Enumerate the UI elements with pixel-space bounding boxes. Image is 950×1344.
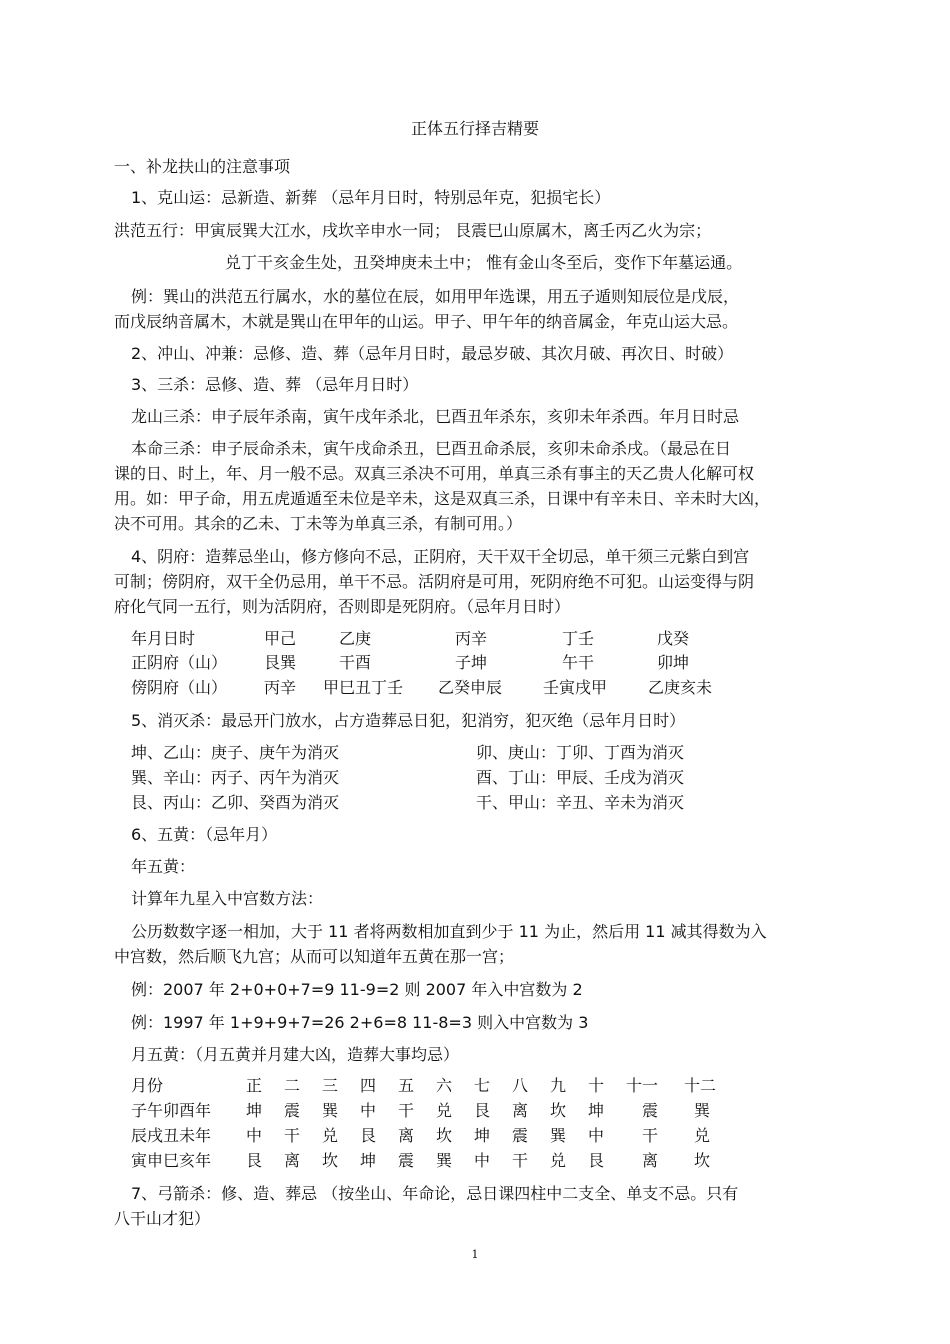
yue-wuhuang-heading: 月五黄：（月五黄并月建大凶，造葬大事均忌） [131,1045,460,1064]
table-cell: 中 [360,1101,377,1120]
table-cell: 艮 [588,1151,605,1170]
item-7-line-1: 7、弓箭杀：修、造、葬忌 （按坐山、年命论，忌日课四柱中二支全、单支不忌。只有 [131,1184,739,1203]
example-2007: 例：2007 年 2+0+0+7=9 11-9=2 则 2007 年入中宫数为 2 [131,980,583,999]
row-label: 寅申巳亥年 [131,1151,212,1170]
hongfan-line-1: 洪范五行：甲寅辰巽大江水，戌坎辛申水一同； 艮震巳山原属木，离壬丙乙火为宗； [114,221,712,240]
table-cell: 艮 [360,1126,377,1145]
table-cell: 坤 [360,1151,377,1170]
calc-line-1: 公历数数字逐一相加，大于 11 者将两数相加直到少于 11 为止，然后用 11 减其得数为入 [131,922,767,941]
month-header: 十二 [684,1076,717,1095]
month-header: 十一 [626,1076,659,1095]
table-cell: 干 [284,1126,301,1145]
table-cell: 兑 [322,1126,339,1145]
table-cell: 丙辛 [455,629,488,648]
benming-line-4: 决不可用。其余的乙未、丁未等为单真三杀，有制可用。） [114,514,523,533]
table-cell: 巽 [550,1126,567,1145]
table-cell: 巽 [694,1101,711,1120]
month-header: 五 [398,1076,415,1095]
list-item: 艮、丙山：乙卯、癸酉为消灭 [131,793,340,812]
list-item: 卯、庚山：丁卯、丁酉为消灭 [476,743,685,762]
table-cell: 午干 [562,653,595,672]
benming-line-1: 本命三杀：申子辰命杀未，寅午戌命杀丑，巳酉丑命杀辰，亥卯未命杀戌。（最忌在日 [131,439,732,458]
month-header: 十 [588,1076,605,1095]
table-cell: 坎 [694,1151,711,1170]
table-cell: 震 [642,1101,659,1120]
table-cell: 中 [474,1151,491,1170]
row-label: 子午卯酉年 [131,1101,212,1120]
table-cell: 乙庚亥未 [648,678,713,697]
month-header: 九 [550,1076,567,1095]
example-1997: 例：1997 年 1+9+9+7=26 2+6=8 11-8=3 则入中宫数为 3 [131,1013,589,1032]
table-cell: 兑 [694,1126,711,1145]
table-cell: 干酉 [339,653,372,672]
table-cell: 坤 [588,1101,605,1120]
table-cell: 丙辛 [264,678,297,697]
table-cell: 震 [398,1151,415,1170]
table-cell: 坤 [474,1126,491,1145]
benming-line-3: 用。如：甲子命，用五虎遁遁至未位是辛未，这是双真三杀，日课中有辛未日、辛未时大凶， [114,489,771,508]
longshan-sansha: 龙山三杀：申子辰年杀南，寅午戌年杀北，巳酉丑年杀东，亥卯未年杀西。年月日时忌 [131,407,740,426]
section-heading: 一、补龙扶山的注意事项 [114,157,291,176]
table-cell: 卯坤 [657,653,690,672]
table-cell: 乙癸申辰 [438,678,503,697]
item-2-text: 2、冲山、冲兼：忌修、造、葬（忌年月日时，最忌岁破、其次月破、再次日、时破） [131,344,734,363]
item-5-text: 5、消灭杀：最忌开门放水，占方造葬忌日犯，犯消穷，犯灭绝（忌年月日时） [131,711,686,730]
table-cell: 震 [512,1126,529,1145]
table-cell: 离 [512,1101,529,1120]
table-cell: 正阴府（山） [131,653,228,672]
table-cell: 艮巽 [264,653,297,672]
item-4-line-3: 府化气同一五行，则为活阴府，否则即是死阴府。（忌年月日时） [114,597,571,616]
item-1-text: 1、克山运：忌新造、新葬 （忌年月日时，特别忌年克，犯损宅长） [131,188,611,207]
month-header: 七 [474,1076,491,1095]
table-cell: 子坤 [455,653,488,672]
page-number: 1 [471,1248,479,1261]
table-cell: 震 [284,1101,301,1120]
list-item: 酉、丁山：甲辰、壬戌为消灭 [476,768,685,787]
table-cell: 艮 [246,1151,263,1170]
table-cell: 坤 [246,1101,263,1120]
benming-line-2: 课的日、时上，年、月一般不忌。双真三杀决不可用，单真三杀有事主的天乙贵人化解可权 [114,464,755,483]
table-cell: 离 [284,1151,301,1170]
table-cell: 兑 [436,1101,453,1120]
table-cell: 干 [642,1126,659,1145]
item-3-text: 3、三杀：忌修、造、葬 （忌年月日时） [131,375,419,394]
table-cell: 巽 [436,1151,453,1170]
table-cell: 离 [398,1126,415,1145]
list-item: 干、甲山：辛丑、辛未为消灭 [476,793,685,812]
month-header: 三 [322,1076,339,1095]
table-cell: 甲巳丑丁壬 [323,678,404,697]
table-cell: 艮 [474,1101,491,1120]
document-title: 正体五行择吉精要 [410,119,539,138]
table-cell: 壬寅戌甲 [543,678,608,697]
example-line-2: 而戊辰纳音属木，木就是巽山在甲年的山运。甲子、甲午年的纳音属金，年克山运大忌。 [114,312,739,331]
table-cell: 年月日时 [131,629,196,648]
calc-title: 计算年九星入中宫数方法： [131,889,324,908]
table-cell: 干 [398,1101,415,1120]
table-cell: 坎 [436,1126,453,1145]
table-cell: 戊癸 [657,629,690,648]
month-header: 四 [360,1076,377,1095]
table-cell: 坎 [550,1101,567,1120]
item-4-line-2: 可制；傍阴府，双干全仍忌用，单干不忌。活阴府是可用，死阴府绝不可犯。山运变得与阴 [114,572,755,591]
table-cell: 中 [588,1126,605,1145]
item-6-text: 6、五黄：（忌年月） [131,825,278,844]
list-item: 坤、乙山：庚子、庚午为消灭 [131,743,340,762]
table-cell: 乙庚 [339,629,372,648]
table-cell: 中 [246,1126,263,1145]
table-cell: 离 [642,1151,659,1170]
table-cell: 甲己 [264,629,297,648]
month-header: 六 [436,1076,453,1095]
month-header: 正 [246,1076,263,1095]
item-4-line-1: 4、阴府：造葬忌坐山，修方修向不忌，正阴府，天干双干全切忌，单干须三元紫白到宫 [131,547,750,566]
table-cell: 坎 [322,1151,339,1170]
hongfan-line-2: 兑丁干亥金生处，丑癸坤庚未土中； 惟有金山冬至后，变作下年墓运通。 [225,253,743,272]
table-cell: 兑 [550,1151,567,1170]
item-7-line-2: 八干山才犯） [114,1209,211,1228]
row-label: 辰戌丑未年 [131,1126,212,1145]
calc-line-2: 中宫数，然后顺飞九宫；从而可以知道年五黄在那一宫； [114,947,515,966]
list-item: 巽、辛山：丙子、丙午为消灭 [131,768,340,787]
nian-wuhuang-heading: 年五黄： [131,857,196,876]
month-header: 二 [284,1076,301,1095]
month-header: 八 [512,1076,529,1095]
month-header-label: 月份 [131,1076,164,1095]
table-cell: 干 [512,1151,529,1170]
table-cell: 傍阴府（山） [131,678,228,697]
example-line-1: 例：巽山的洪范五行属水，水的墓位在辰，如用甲年选课，用五子遁则知辰位是戊辰， [131,287,740,306]
table-cell: 丁壬 [562,629,595,648]
table-cell: 巽 [322,1101,339,1120]
